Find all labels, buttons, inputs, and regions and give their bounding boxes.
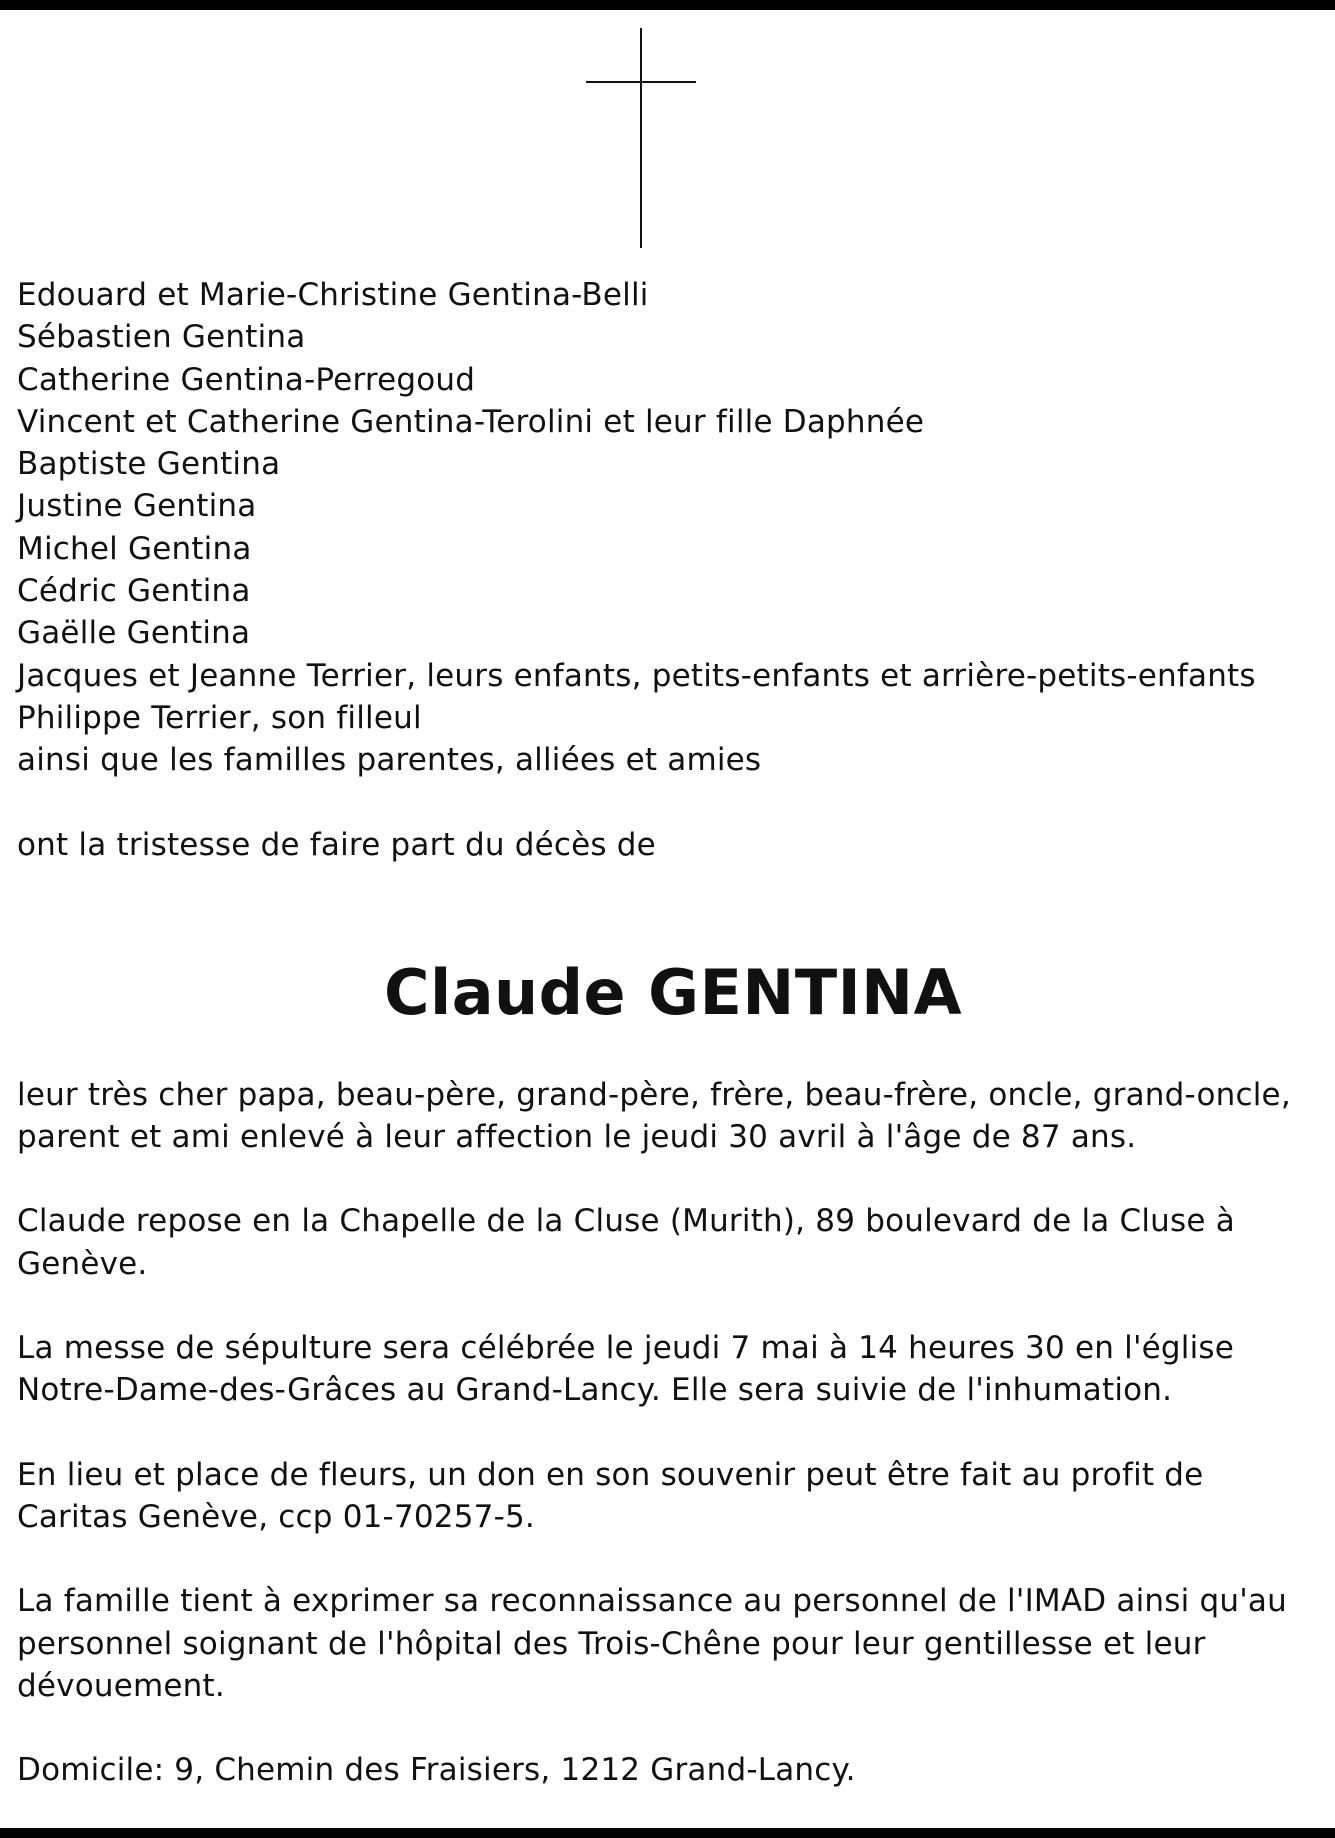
- mourner-line: Catherine Gentina-Perregoud: [17, 361, 476, 398]
- mourner-line: Baptiste Gentina: [17, 446, 281, 483]
- top-border: [0, 0, 1335, 10]
- announcement-intro: ont la tristesse de faire part du décès de: [17, 826, 656, 863]
- relationship-paragraph: leur très cher papa, beau-père, grand-père, frère, beau-frère, oncle, grand-oncle, parent et ami enlevé à leur affection le jeudi 30 avril à l'âge de 87 ans.: [17, 1076, 1291, 1156]
- donation-paragraph: En lieu et place de fleurs, un don en son souvenir peut être fait au profit de Caritas Genève, ccp 01-70257-5.: [17, 1456, 1204, 1535]
- obituary-content: [17, 274, 1317, 1791]
- mourner-line: Cédric Gentina: [17, 573, 251, 610]
- repose-paragraph: Claude repose en la Chapelle de la Cluse (Murith), 89 boulevard de la Cluse à Genève.: [17, 1203, 1235, 1282]
- mourner-line: Sébastien Gentina: [17, 319, 306, 356]
- cross-vertical-bar: [640, 28, 642, 248]
- funeral-mass-paragraph: La messe de sépulture sera célébrée le jeudi 7 mai à 14 heures 30 en l'église Notre-Dame-des-Grâces au Grand-Lancy. Elle sera suivie de l'inhumation.: [17, 1330, 1235, 1409]
- mourner-line: Justine Gentina: [17, 488, 257, 525]
- mourner-line: Gaëlle Gentina: [17, 615, 251, 652]
- mourner-line: Philippe Terrier, son filleul: [17, 699, 422, 736]
- bottom-border: [0, 1828, 1335, 1838]
- mourner-line: Vincent et Catherine Gentina-Terolini et leur fille Daphnée: [17, 403, 925, 440]
- thanks-paragraph: La famille tient à exprimer sa reconnaissance au personnel de l'IMAD ainsi qu'au personnel soignant de l'hôpital des Trois-Chêne pour leur gentillesse et leur dévouement.: [17, 1583, 1287, 1704]
- mourner-line: Jacques et Jeanne Terrier, leurs enfants, petits-enfants et arrière-petits-enfants: [17, 657, 1256, 694]
- mourner-line: ainsi que les familles parentes, alliées et amies: [17, 742, 762, 779]
- domicile-paragraph: Domicile: 9, Chemin des Fraisiers, 1212 Grand-Lancy.: [17, 1752, 856, 1789]
- mourner-line: Michel Gentina: [17, 530, 252, 567]
- mourner-line: Edouard et Marie-Christine Gentina-Belli: [17, 277, 649, 313]
- deceased-name: Claude GENTINA: [383, 955, 963, 1029]
- cross-horizontal-bar: [586, 81, 696, 83]
- cross-icon: [586, 28, 696, 248]
- mourners-list: [17, 274, 1317, 782]
